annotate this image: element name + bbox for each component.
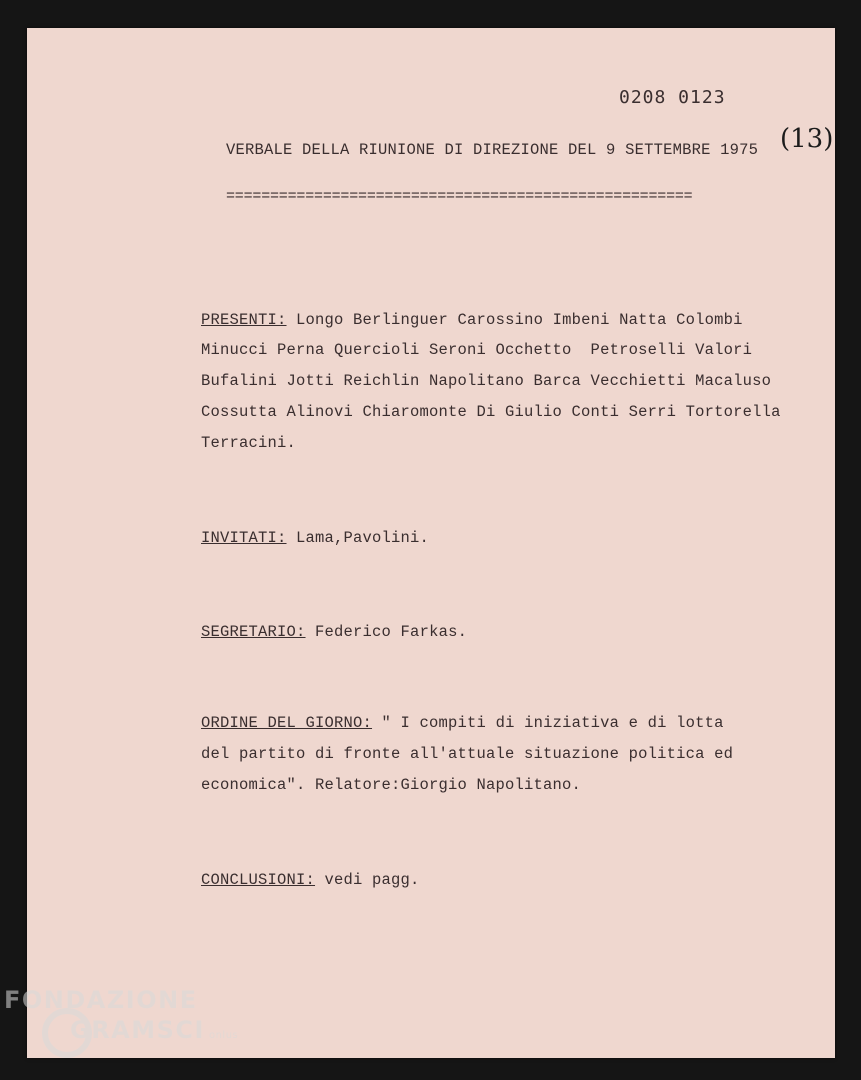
document-title: VERBALE DELLA RIUNIONE DI DIREZIONE DEL 9 SETTEMBRE 1975 [226,141,759,159]
conclusioni-value: vedi pagg. [324,871,420,889]
invitati-line [201,529,429,547]
conclusioni-line [201,871,420,889]
presenti-line-3: Bufalini Jotti Reichlin Napolitano Barca Vecchietti Macaluso [201,372,772,390]
archive-code: 0208 0123 [619,87,726,108]
presenti-names-1: Longo Berlinguer Carossino Imbeni Natta Colombi [296,311,743,329]
document-page [27,28,835,1058]
segretario-line [201,623,467,641]
handwritten-page-number: (13) [780,124,834,154]
invitati-label: INVITATI: [201,529,287,547]
presenti-line-2: Minucci Perna Quercioli Seroni Occhetto Petroselli Valori [201,341,753,359]
segretario-value: Federico Farkas. [315,623,468,641]
ordine-line-3: economica". Relatore:Giorgio Napolitano. [201,776,582,794]
presenti-line-4: Cossutta Alinovi Chiaromonte Di Giulio Conti Serri Tortorella [201,403,781,421]
conclusioni-label: CONCLUSIONI: [201,871,316,889]
ordine-line-1 [201,714,724,732]
presenti-line-5: Terracini. [201,434,297,452]
ordine-line-2: del partito di fronte all'attuale situazione politica ed [201,745,734,763]
title-underline-rule: ===================================================== [226,188,693,205]
segretario-label: SEGRETARIO: [201,623,306,641]
invitati-value: Lama,Pavolini. [296,529,430,547]
presenti-label: PRESENTI: [201,311,287,329]
ordine-text-1: " I compiti di iniziativa e di lotta [381,714,724,732]
gramsci-g-logo-icon [42,1008,92,1058]
presenti-line-1 [201,311,743,329]
ordine-label: ORDINE DEL GIORNO: [201,714,373,732]
fondazione-gramsci-watermark: FONDAZIONE GRAMSCI onlus [4,986,238,1044]
